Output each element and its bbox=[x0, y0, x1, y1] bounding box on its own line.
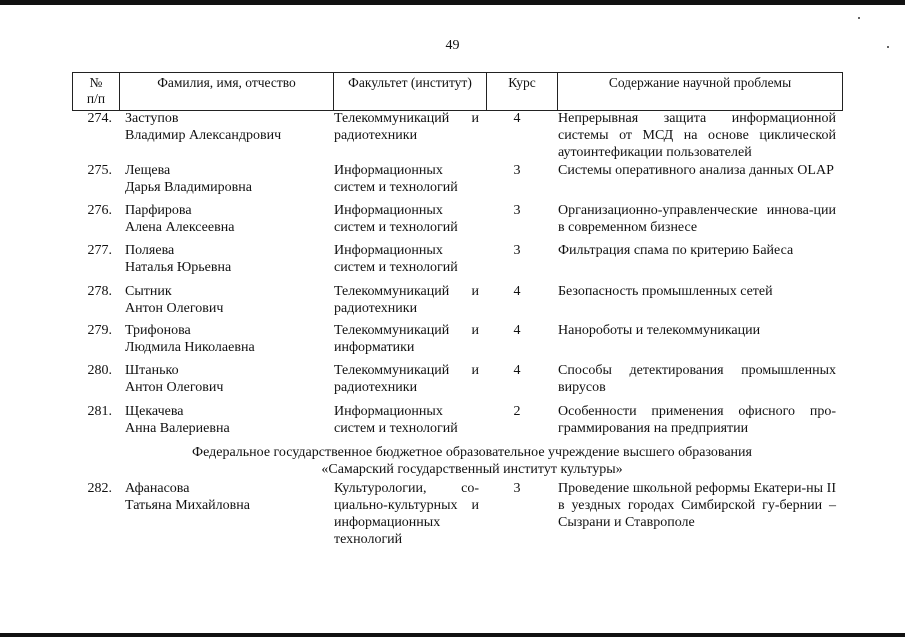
page-number: 49 bbox=[445, 38, 460, 53]
row-topic: Проведение школьной реформы Екатери-ны II в уездных городах Симбирской гу-бернии – Сызрани и Ставрополе bbox=[558, 481, 836, 530]
row-course: 4 bbox=[513, 111, 521, 126]
row-course: 3 bbox=[513, 163, 521, 178]
top-border-rule bbox=[0, 0, 905, 5]
row-faculty: Информационных систем и технологий bbox=[334, 404, 458, 436]
table-header bbox=[72, 72, 843, 111]
row-faculty: Телекоммуникаций и информатики bbox=[334, 323, 479, 355]
row-number: 279. bbox=[87, 323, 112, 338]
row-topic: Особенности применения офисного про-граммирования на предприятии bbox=[558, 404, 836, 436]
row-topic: Организационно-управленческие иннова-ции в современном бизнесе bbox=[558, 203, 836, 235]
header-full-name: Фамилия, имя, отчество bbox=[120, 73, 334, 111]
row-number: 280. bbox=[87, 363, 112, 378]
header-faculty: Факультет (институт) bbox=[334, 73, 487, 111]
row-course: 4 bbox=[513, 284, 521, 299]
row-topic: Системы оперативного анализа данных OLAP bbox=[558, 163, 834, 178]
row-full-name: Лещева Дарья Владимировна bbox=[125, 163, 252, 195]
bottom-border-rule bbox=[0, 633, 905, 637]
row-course: 3 bbox=[513, 481, 521, 496]
row-number: 282. bbox=[87, 481, 112, 496]
row-topic: Фильтрация спама по критерию Байеса bbox=[558, 243, 794, 258]
row-topic: Безопасность промышленных сетей bbox=[558, 284, 773, 299]
row-full-name: Штанько Антон Олегович bbox=[125, 363, 224, 395]
row-full-name: Трифонова Людмила Николаевна bbox=[125, 323, 255, 355]
row-faculty: Телекоммуникаций и радиотехники bbox=[334, 111, 479, 143]
row-full-name: Сытник Антон Олегович bbox=[125, 284, 224, 316]
row-full-name: Щекачева Анна Валериевна bbox=[125, 404, 230, 436]
row-course: 3 bbox=[513, 203, 521, 218]
header-course: Курс bbox=[487, 73, 558, 111]
row-course: 4 bbox=[513, 323, 521, 338]
row-number: 274. bbox=[87, 111, 112, 126]
row-course: 4 bbox=[513, 363, 521, 378]
header-topic: Содержание научной проблемы bbox=[558, 73, 843, 111]
row-faculty: Информационных систем и технологий bbox=[334, 163, 458, 195]
row-number: 276. bbox=[87, 203, 112, 218]
row-topic: Нанороботы и телекоммуникации bbox=[558, 323, 761, 338]
row-topic: Непрерывная защита информационной системы от МСД на основе циклической аутоинтефикации пользователей bbox=[558, 111, 836, 160]
organization-line-1: Федеральное государственное бюджетное образовательное учреждение высшего образования bbox=[192, 445, 752, 460]
row-faculty: Телекоммуникаций и радиотехники bbox=[334, 284, 479, 316]
row-number: 275. bbox=[87, 163, 112, 178]
row-course: 3 bbox=[513, 243, 521, 258]
header-number: № п/п bbox=[73, 73, 120, 111]
row-full-name: Поляева Наталья Юрьевна bbox=[125, 243, 232, 275]
row-faculty: Телекоммуникаций и радиотехники bbox=[334, 363, 479, 395]
row-number: 278. bbox=[87, 284, 112, 299]
row-number: 277. bbox=[87, 243, 112, 258]
row-topic: Способы детектирования промышленных вирусов bbox=[558, 363, 836, 395]
row-number: 281. bbox=[87, 404, 112, 419]
row-faculty: Информационных систем и технологий bbox=[334, 243, 458, 275]
organization-heading bbox=[72, 444, 872, 478]
row-faculty: Информационных систем и технологий bbox=[334, 203, 458, 235]
row-full-name: Парфирова Алена Алексеевна bbox=[125, 203, 235, 235]
row-course: 2 bbox=[513, 404, 521, 419]
scan-speck bbox=[858, 17, 860, 19]
header-row bbox=[73, 73, 843, 111]
organization-line-2: «Самарский государственный институт культуры» bbox=[321, 462, 623, 477]
row-full-name: Афанасова Татьяна Михайловна bbox=[125, 481, 250, 513]
row-faculty: Культурологии, со-циально-культурных и информационных технологий bbox=[334, 481, 479, 547]
row-full-name: Заступов Владимир Александрович bbox=[125, 111, 282, 143]
